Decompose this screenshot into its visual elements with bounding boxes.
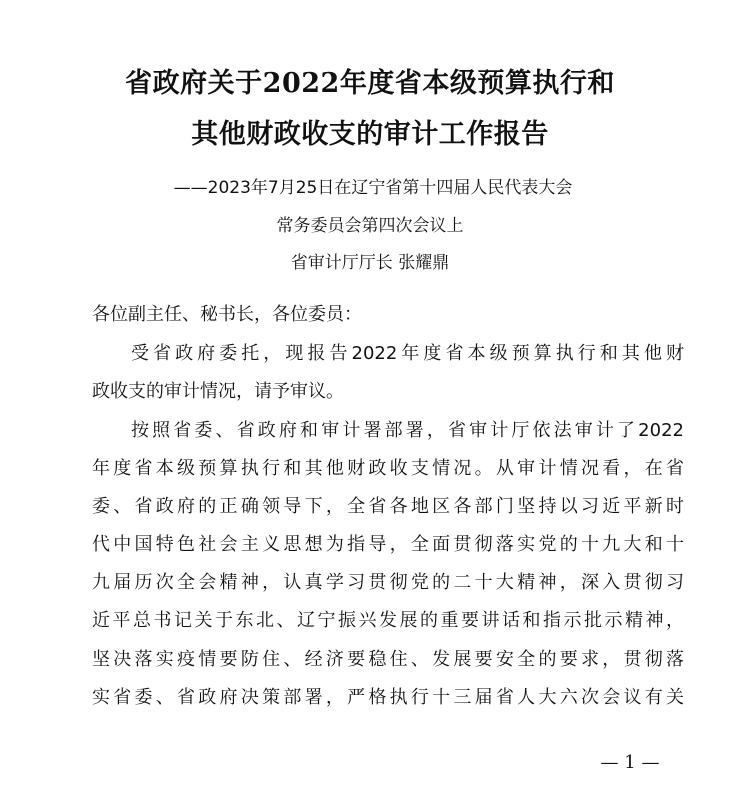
paragraph-2-line-1: 按照省委、省政府和审计署部署，省审计厅依法审计了2022 [131, 420, 684, 441]
subtitle-date-line: ——2023年7月25日在辽宁省第十四届人民代表大会 [173, 178, 573, 198]
paragraph-2-line-5: 九届历次全会精神，认真学习贯彻党的二十大精神，深入贯彻习 [92, 572, 684, 593]
report-title-line-1: 省政府关于2022年度省本级预算执行和 [125, 68, 615, 99]
subtitle-meeting-line: 常务委员会第四次会议上 [276, 216, 464, 236]
paragraph-1-line-1: 受省政府委托，现报告2022年度省本级预算执行和其他财 [131, 343, 684, 364]
subtitle-author: 省审计厅厅长 张耀鼎 [290, 253, 450, 273]
salutation: 各位副主任、秘书长，各位委员： [92, 304, 362, 325]
paragraph-2-line-6: 近平总书记关于东北、辽宁振兴发展的重要讲话和指示批示精神， [92, 610, 684, 631]
paragraph-2-line-3: 委、省政府的正确领导下，全省各地区各部门坚持以习近平新时 [92, 496, 684, 517]
paragraph-2-line-2: 年度省本级预算执行和其他财政收支情况。从审计情况看，在省 [92, 458, 684, 479]
paragraph-2-line-8: 实省委、省政府决策部署，严格执行十三届省人大六次会议有关 [92, 687, 684, 708]
paragraph-1-line-2: 政收支的审计情况，请予审议。 [92, 381, 344, 402]
page-number: — 1 — [600, 752, 660, 773]
paragraph-2-line-4: 代中国特色社会主义思想为指导，全面贯彻落实党的十九大和十 [92, 534, 684, 555]
paragraph-2-line-7: 坚决落实疫情要防住、经济要稳住、发展要安全的要求，贯彻落 [92, 649, 684, 670]
report-title-line-2: 其他财政收支的审计工作报告 [191, 119, 549, 150]
